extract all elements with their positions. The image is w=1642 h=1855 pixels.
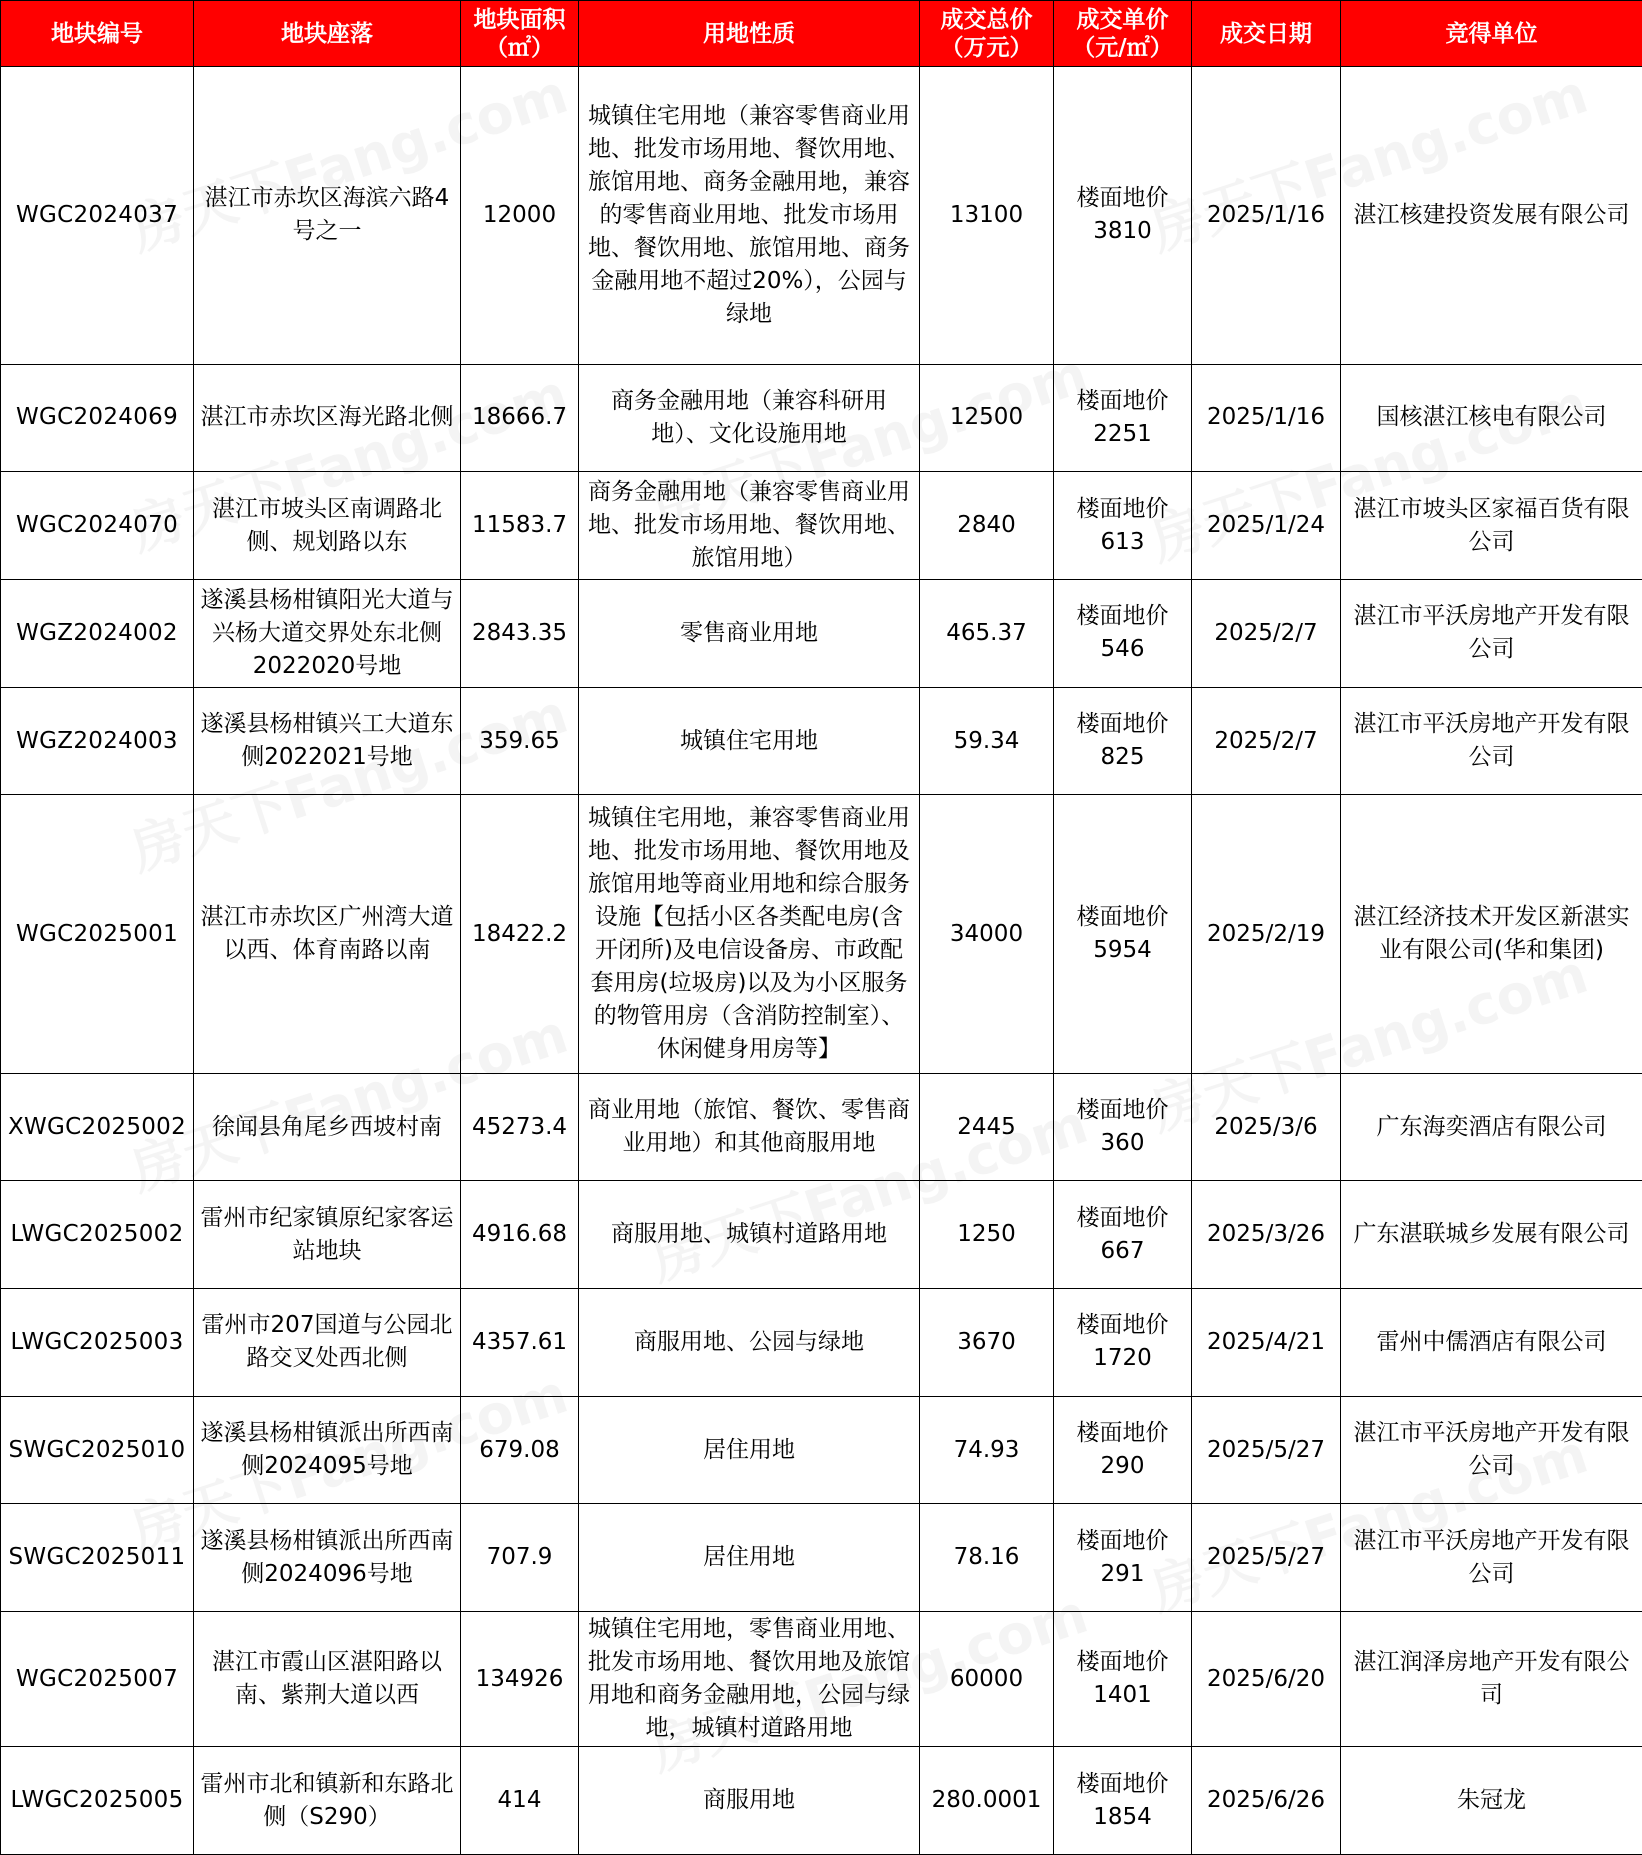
table-row: [1, 687, 1642, 795]
cell-unit-price: [1054, 795, 1192, 1073]
cell-area: 134926: [461, 1612, 579, 1747]
cell-area: 414: [461, 1747, 579, 1855]
price-value: 1854: [1093, 1803, 1152, 1830]
cell-total-price: 34000: [920, 795, 1054, 1073]
cell-total-price: 465.37: [920, 580, 1054, 688]
header-row: [1, 1, 1642, 67]
price-value: 3810: [1093, 218, 1152, 245]
cell-unit-price: [1054, 364, 1192, 472]
cell-winner: 雷州中儒酒店有限公司: [1341, 1289, 1642, 1397]
price-label: 楼面地价: [1076, 711, 1169, 737]
price-value: 360: [1100, 1130, 1145, 1157]
price-value: 546: [1100, 636, 1145, 663]
cell-area: 2843.35: [461, 580, 579, 688]
price-label: 楼面地价: [1076, 1312, 1169, 1339]
cell-date: 2025/3/26: [1192, 1181, 1341, 1289]
price-label: 楼面地价: [1076, 1097, 1169, 1124]
cell-total-price: 280.0001: [920, 1747, 1054, 1855]
cell-plot-id: WGC2025007: [1, 1612, 194, 1747]
cell-plot-id: LWGC2025003: [1, 1289, 194, 1397]
cell-winner: 广东海奕酒店有限公司: [1341, 1073, 1642, 1181]
cell-location: 湛江市霞山区湛阳路以南、紫荆大道以西: [194, 1612, 461, 1747]
table-row: [1, 1504, 1642, 1612]
price-value: 613: [1100, 528, 1145, 555]
cell-total-price: 59.34: [920, 687, 1054, 795]
cell-winner: 湛江市平沃房地产开发有限公司: [1341, 1396, 1642, 1504]
cell-total-price: 3670: [920, 1289, 1054, 1397]
table-row: [1, 1181, 1642, 1289]
cell-unit-price: [1054, 1396, 1192, 1504]
cell-winner: 湛江市平沃房地产开发有限公司: [1341, 580, 1642, 688]
price-label: 楼面地价: [1076, 1527, 1169, 1554]
cell-land-use: 零售商业用地: [579, 580, 920, 688]
cell-location: 雷州市207国道与公园北路交叉处西北侧: [194, 1289, 461, 1397]
cell-location: 遂溪县杨柑镇兴工大道东侧2022021号地: [194, 687, 461, 795]
cell-area: 4357.61: [461, 1289, 579, 1397]
cell-area: 707.9: [461, 1504, 579, 1612]
cell-total-price: 60000: [920, 1612, 1054, 1747]
cell-plot-id: WGC2024037: [1, 67, 194, 365]
cell-area: 359.65: [461, 687, 579, 795]
cell-total-price: 2840: [920, 472, 1054, 580]
header-plot-id: 地块编号: [1, 1, 194, 67]
cell-land-use: 商业用地（旅馆、餐饮、零售商业用地）和其他商服用地: [579, 1073, 920, 1181]
cell-unit-price: [1054, 67, 1192, 365]
cell-winner: 广东湛联城乡发展有限公司: [1341, 1181, 1642, 1289]
cell-date: 2025/6/20: [1192, 1612, 1341, 1747]
cell-area: 18666.7: [461, 364, 579, 472]
cell-location: 遂溪县杨柑镇派出所西南侧2024096号地: [194, 1504, 461, 1612]
cell-unit-price: [1054, 580, 1192, 688]
price-value: 1720: [1093, 1345, 1152, 1372]
cell-winner: 湛江市坡头区家福百货有限公司: [1341, 472, 1642, 580]
price-label: 楼面地价: [1076, 185, 1169, 212]
cell-location: 雷州市北和镇新和东路北侧（S290）: [194, 1747, 461, 1855]
price-value: 667: [1100, 1237, 1145, 1264]
cell-land-use: 城镇住宅用地（兼容零售商业用地、批发市场用地、餐饮用地、旅馆用地、商务金融用地，兼容的零售商业用地、批发市场用地、餐饮用地、旅馆用地、商务金融用地不超过20%），公园与绿地: [579, 67, 920, 365]
cell-land-use: 商服用地: [579, 1747, 920, 1855]
cell-date: 2025/5/27: [1192, 1396, 1341, 1504]
cell-date: 2025/4/21: [1192, 1289, 1341, 1397]
cell-winner: 湛江市平沃房地产开发有限公司: [1341, 1504, 1642, 1612]
cell-location: 雷州市纪家镇原纪家客运站地块: [194, 1181, 461, 1289]
table-row: [1, 1289, 1642, 1397]
cell-winner: 朱冠龙: [1341, 1747, 1642, 1855]
price-label: 楼面地价: [1076, 603, 1169, 630]
cell-land-use: 商务金融用地（兼容零售商业用地、批发市场用地、餐饮用地、旅馆用地）: [579, 472, 920, 580]
cell-date: 2025/1/24: [1192, 472, 1341, 580]
cell-plot-id: WGZ2024003: [1, 687, 194, 795]
table-row: [1, 1073, 1642, 1181]
cell-date: 2025/2/19: [1192, 795, 1341, 1073]
cell-date: 2025/6/26: [1192, 1747, 1341, 1855]
cell-plot-id: WGC2024070: [1, 472, 194, 580]
price-label: 楼面地价: [1076, 1204, 1169, 1231]
header-unit-price: 成交单价 （元/㎡）: [1054, 1, 1192, 67]
cell-date: 2025/5/27: [1192, 1504, 1341, 1612]
cell-date: 2025/1/16: [1192, 364, 1341, 472]
cell-location: 湛江市赤坎区广州湾大道以西、体育南路以南: [194, 795, 461, 1073]
cell-winner: 湛江核建投资发展有限公司: [1341, 67, 1642, 365]
cell-unit-price: [1054, 687, 1192, 795]
cell-location: 遂溪县杨柑镇派出所西南侧2024095号地: [194, 1396, 461, 1504]
cell-unit-price: [1054, 472, 1192, 580]
table-body: [1, 67, 1642, 1855]
price-value: 825: [1100, 744, 1145, 770]
header-area: 地块面积 （㎡）: [461, 1, 579, 67]
cell-total-price: 12500: [920, 364, 1054, 472]
cell-total-price: 1250: [920, 1181, 1054, 1289]
cell-winner: 国核湛江核电有限公司: [1341, 364, 1642, 472]
header-land-use: 用地性质: [579, 1, 920, 67]
price-label: 楼面地价: [1076, 387, 1169, 414]
cell-location: 湛江市赤坎区海滨六路4号之一: [194, 67, 461, 365]
header-winner: 竞得单位: [1341, 1, 1642, 67]
cell-date: 2025/3/6: [1192, 1073, 1341, 1181]
cell-location: 湛江市赤坎区海光路北侧: [194, 364, 461, 472]
price-label: 楼面地价: [1076, 1420, 1169, 1447]
cell-plot-id: SWGC2025011: [1, 1504, 194, 1612]
cell-land-use: 居住用地: [579, 1504, 920, 1612]
table-row: [1, 1612, 1642, 1747]
cell-plot-id: LWGC2025002: [1, 1181, 194, 1289]
table-row: [1, 364, 1642, 472]
price-value: 2251: [1093, 420, 1152, 447]
cell-plot-id: XWGC2025002: [1, 1073, 194, 1181]
cell-area: 45273.4: [461, 1073, 579, 1181]
price-label: 楼面地价: [1076, 495, 1169, 522]
cell-winner: 湛江市平沃房地产开发有限公司: [1341, 687, 1642, 795]
cell-plot-id: WGC2024069: [1, 364, 194, 472]
table-row: [1, 1747, 1642, 1855]
cell-land-use: 城镇住宅用地，兼容零售商业用地、批发市场用地、餐饮用地及旅馆用地等商业用地和综合服务设施【包括小区各类配电房(含开闭所)及电信设备房、市政配套用房(垃圾房)以及为小区服务的物管用房（含消防控制室）、休闲健身用房等】: [579, 795, 920, 1073]
cell-location: 湛江市坡头区南调路北侧、规划路以东: [194, 472, 461, 580]
cell-date: 2025/2/7: [1192, 580, 1341, 688]
cell-land-use: 城镇住宅用地，零售商业用地、批发市场用地、餐饮用地及旅馆用地和商务金融用地，公园与绿地，城镇村道路用地: [579, 1612, 920, 1747]
cell-land-use: 商服用地、城镇村道路用地: [579, 1181, 920, 1289]
price-label: 楼面地价: [1076, 904, 1169, 931]
cell-winner: 湛江经济技术开发区新湛实业有限公司(华和集团): [1341, 795, 1642, 1073]
cell-land-use: 商服用地、公园与绿地: [579, 1289, 920, 1397]
cell-area: 679.08: [461, 1396, 579, 1504]
cell-plot-id: LWGC2025005: [1, 1747, 194, 1855]
cell-area: 18422.2: [461, 795, 579, 1073]
cell-area: 4916.68: [461, 1181, 579, 1289]
cell-land-use: 商务金融用地（兼容科研用地）、文化设施用地: [579, 364, 920, 472]
table-row: [1, 472, 1642, 580]
table-row: [1, 1396, 1642, 1504]
cell-winner: 湛江润泽房地产开发有限公司: [1341, 1612, 1642, 1747]
cell-date: 2025/1/16: [1192, 67, 1341, 365]
header-location: 地块座落: [194, 1, 461, 67]
cell-unit-price: [1054, 1612, 1192, 1747]
cell-total-price: 2445: [920, 1073, 1054, 1181]
cell-area: 12000: [461, 67, 579, 365]
cell-unit-price: [1054, 1289, 1192, 1397]
cell-location: 徐闻县角尾乡西坡村南: [194, 1073, 461, 1181]
cell-land-use: 城镇住宅用地: [579, 687, 920, 795]
table-row: [1, 67, 1642, 365]
cell-date: 2025/2/7: [1192, 687, 1341, 795]
cell-area: 11583.7: [461, 472, 579, 580]
header-date: 成交日期: [1192, 1, 1341, 67]
cell-plot-id: WGZ2024002: [1, 580, 194, 688]
header-total-price: 成交总价 （万元）: [920, 1, 1054, 67]
cell-unit-price: [1054, 1073, 1192, 1181]
price-value: 290: [1100, 1453, 1145, 1480]
price-label: 楼面地价: [1076, 1649, 1169, 1676]
cell-unit-price: [1054, 1181, 1192, 1289]
cell-location: 遂溪县杨柑镇阳光大道与兴杨大道交界处东北侧2022020号地: [194, 580, 461, 688]
price-label: 楼面地价: [1076, 1770, 1169, 1797]
cell-plot-id: WGC2025001: [1, 795, 194, 1073]
price-value: 291: [1100, 1560, 1145, 1587]
cell-plot-id: SWGC2025010: [1, 1396, 194, 1504]
cell-total-price: 78.16: [920, 1504, 1054, 1612]
price-value: 5954: [1093, 937, 1152, 964]
cell-total-price: 74.93: [920, 1396, 1054, 1504]
cell-total-price: 13100: [920, 67, 1054, 365]
table-row: [1, 795, 1642, 1073]
table-row: [1, 580, 1642, 688]
price-value: 1401: [1093, 1682, 1152, 1709]
cell-unit-price: [1054, 1747, 1192, 1855]
cell-land-use: 居住用地: [579, 1396, 920, 1504]
cell-unit-price: [1054, 1504, 1192, 1612]
